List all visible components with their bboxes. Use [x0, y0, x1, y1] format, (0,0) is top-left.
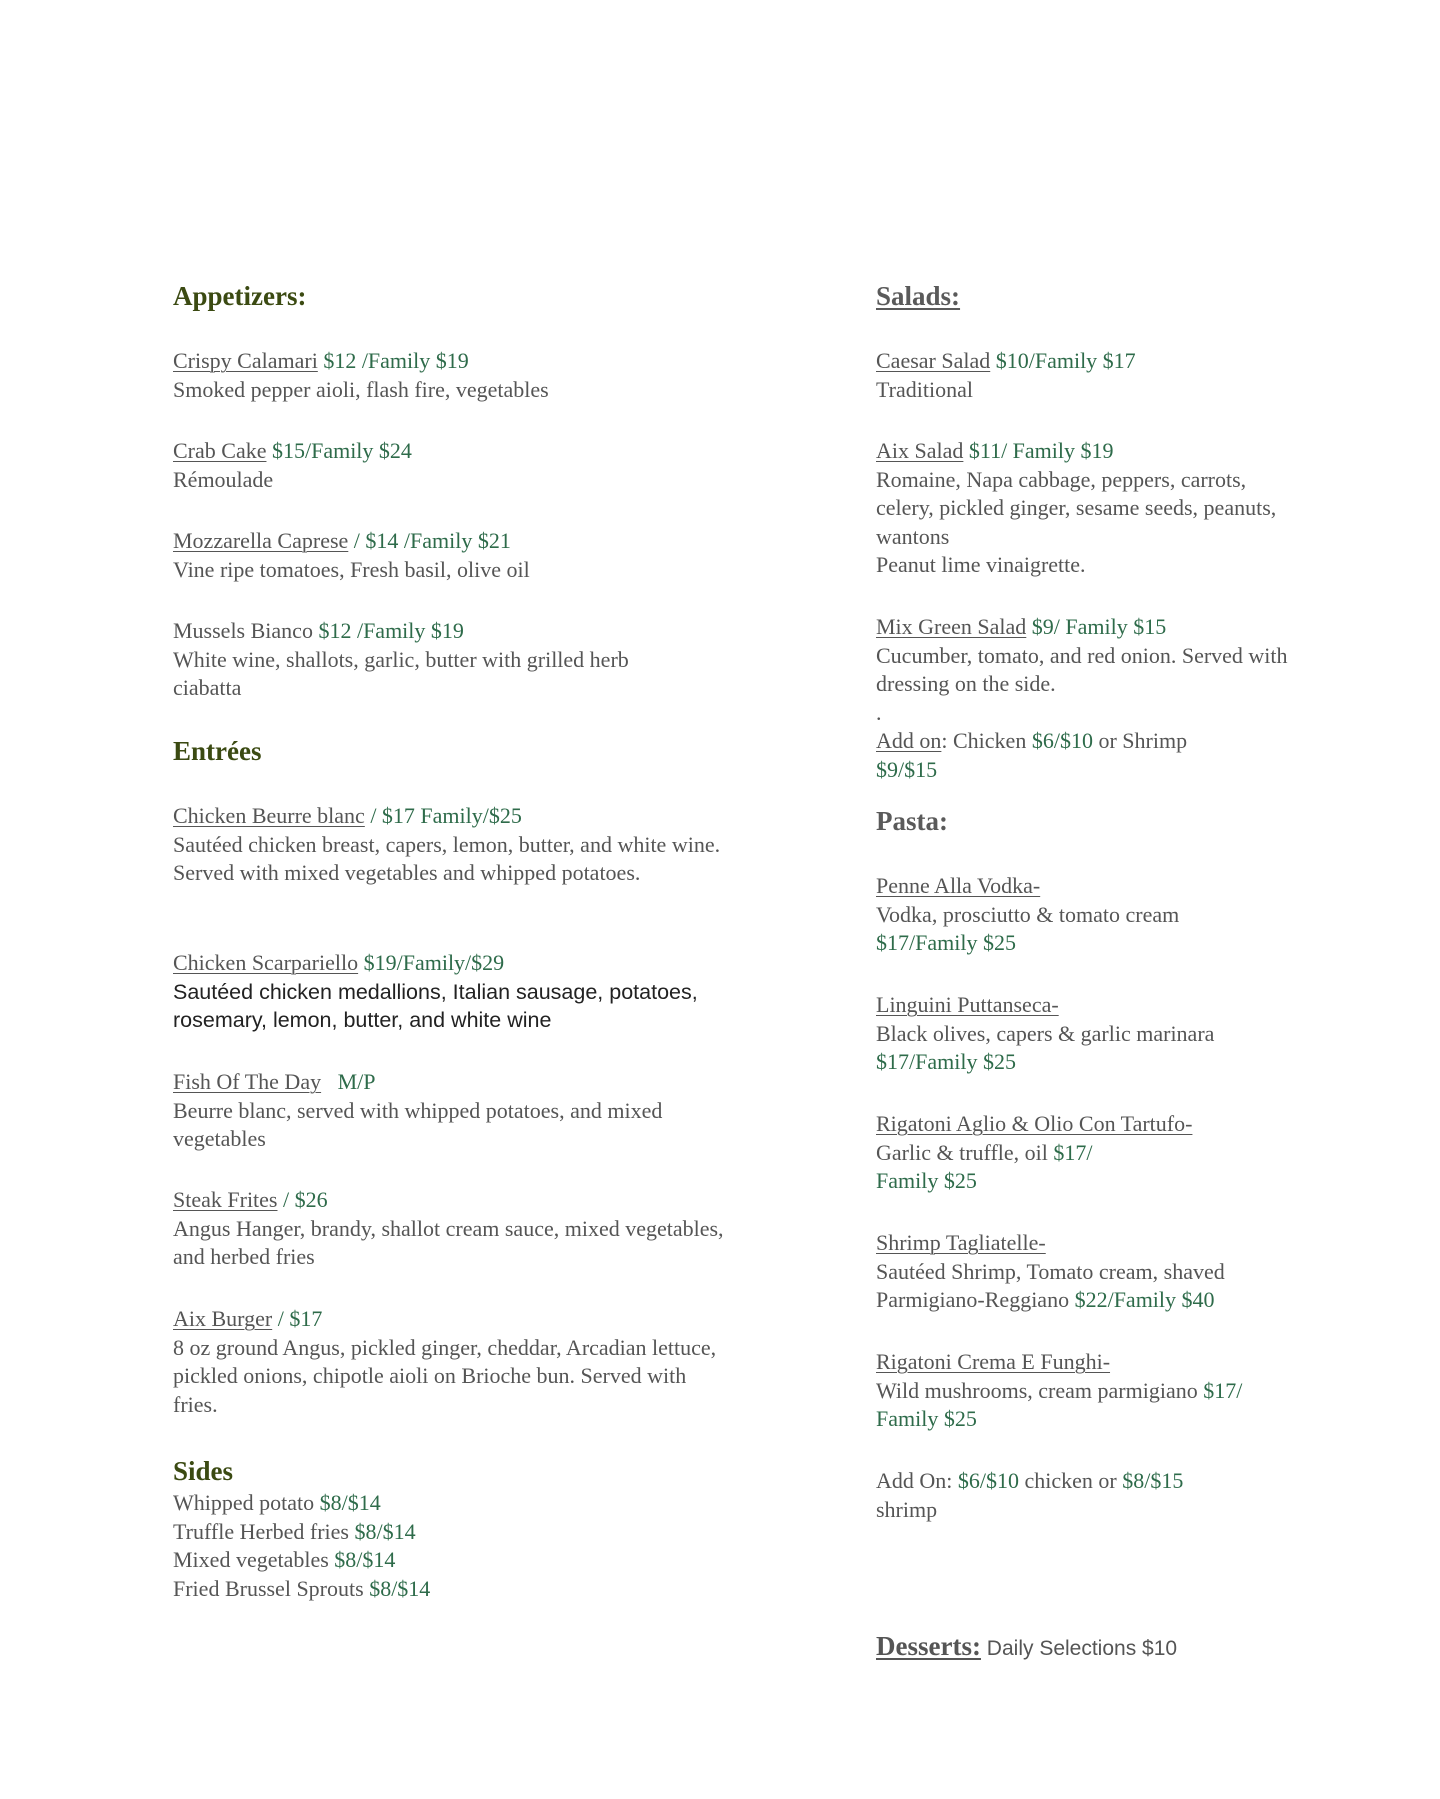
menu-item [876, 872, 1316, 958]
item-name: Linguini Puttanseca- [876, 992, 1059, 1017]
item-desc-block [876, 1258, 1276, 1315]
salad-addon [876, 727, 1236, 784]
menu-item [876, 1229, 1276, 1315]
menu-item [876, 613, 1291, 727]
addon-price-shrimp: $9/$15 [876, 756, 938, 782]
entrees-section [173, 733, 733, 1417]
item-desc: Black olives, capers & garlic marinara [876, 1020, 1215, 1046]
desserts-section [876, 1628, 1177, 1667]
addon-text: or Shrimp [1092, 728, 1188, 753]
item-desc: Garlic & truffle, oil [876, 1139, 1054, 1165]
menu-item [876, 347, 1316, 404]
item-desc: Smoked pepper aioli, flash fire, vegetables [173, 376, 549, 402]
list-item [173, 1489, 733, 1518]
item-price: M/P [321, 1069, 376, 1094]
item-desc: Sautéed chicken breast, capers, lemon, butter, and white wine. Served with mixed vegetables and whipped potatoes. [173, 831, 721, 885]
item-name: Caesar Salad [876, 348, 991, 373]
appetizers-section [173, 278, 733, 700]
addon-text: Add On: [876, 1468, 958, 1493]
item-price: $8/$14 [363, 1575, 431, 1601]
item-price: $17/Family $25 [876, 930, 1016, 955]
item-price: $11/ Family $19 [963, 438, 1114, 463]
item-price: $8/$14 [348, 1518, 416, 1544]
item-name: Steak Frites [173, 1187, 278, 1212]
item-desc: Sautéed chicken medallions, Italian sausage, potatoes, rosemary, lemon, butter, and white wine [173, 979, 698, 1032]
item-price: $19/Family/$29 [358, 950, 505, 975]
menu-item [173, 949, 733, 1035]
sides-heading: Sides [173, 1456, 234, 1486]
item-name: Aix Burger [173, 1306, 273, 1331]
item-desc-block [876, 1377, 1296, 1434]
item-desc-extra: Peanut lime vinaigrette. [876, 552, 1086, 577]
item-desc: Vine ripe tomatoes, Fresh basil, olive oil [173, 556, 530, 582]
item-price: $22/Family $40 [1074, 1287, 1215, 1312]
item-desc: Traditional [876, 376, 973, 402]
item-price: $17/Family $25 [876, 1049, 1016, 1074]
menu-item [173, 347, 733, 404]
menu-item [876, 1348, 1296, 1434]
item-price: $10/Family $17 [990, 348, 1136, 373]
desserts-heading: Desserts: [876, 1631, 981, 1661]
sides-section [173, 1453, 733, 1603]
item-desc: Rémoulade [173, 466, 274, 492]
item-price: / $17 [272, 1306, 323, 1331]
item-name: Rigatoni Aglio & Olio Con Tartufo- [876, 1111, 1193, 1136]
item-desc-extra: . [876, 699, 882, 725]
pasta-addon [876, 1467, 1246, 1524]
item-price: $8/$14 [314, 1490, 381, 1515]
addon-price-chicken: $6/$10 [1031, 728, 1093, 753]
item-price: / $17 Family/$25 [364, 803, 522, 828]
item-desc: Vodka, prosciutto & tomato cream [876, 901, 1180, 927]
item-name: Penne Alla Vodka- [876, 873, 1041, 898]
item-name: Crab Cake [173, 438, 267, 463]
menu-item [876, 437, 1291, 580]
desserts-text: Daily Selections [980, 1637, 1143, 1660]
menu-item [173, 1305, 733, 1419]
addon-price-shrimp: $8/$15 [1122, 1468, 1184, 1493]
item-name: Rigatoni Crema E Funghi- [876, 1349, 1111, 1374]
addon-text: : Chicken [941, 728, 1032, 753]
item-name: Aix Salad [876, 438, 964, 463]
addon-price-chicken: $6/$10 [957, 1468, 1020, 1493]
item-price: $9/ Family $15 [1026, 614, 1167, 639]
item-price: / $14 /Family $21 [348, 528, 511, 553]
item-price: $17/ Family $25 [876, 1139, 1093, 1193]
item-desc: Wild mushrooms, cream parmigiano [876, 1377, 1204, 1403]
appetizers-heading: Appetizers: [173, 281, 307, 311]
desserts-price: $10 [1142, 1637, 1178, 1660]
salads-heading: Salads: [876, 281, 961, 311]
addon-text: shrimp [876, 1496, 938, 1522]
item-price: $12 /Family $19 [317, 348, 469, 373]
item-name: Fish Of The Day [173, 1069, 322, 1094]
item-price: $17/ Family $25 [876, 1377, 1243, 1431]
item-price: $8/$14 [328, 1547, 396, 1572]
item-name: Fried Brussel Sprouts [173, 1575, 364, 1601]
entrees-heading: Entrées [173, 736, 262, 766]
menu-item [173, 802, 733, 888]
item-price: $15/Family $24 [266, 438, 412, 463]
item-name: Crispy Calamari [173, 348, 318, 373]
addon-label: Add on [876, 728, 942, 753]
list-item [173, 1518, 733, 1547]
menu-item [173, 1068, 733, 1154]
pasta-heading: Pasta: [876, 806, 948, 836]
menu-item [876, 991, 1316, 1077]
item-name: Mussels Bianco [173, 618, 313, 643]
item-desc: Cucumber, tomato, and red onion. Served with dressing on the side. [876, 642, 1288, 696]
menu-item [173, 1186, 733, 1272]
item-name: Truffle Herbed fries [173, 1518, 349, 1544]
addon-text: chicken or [1019, 1468, 1123, 1493]
item-name: Mozzarella Caprese [173, 528, 349, 553]
item-price: $12 /Family $19 [312, 618, 464, 643]
item-desc: Angus Hanger, brandy, shallot cream sauce, mixed vegetables, and herbed fries [173, 1215, 724, 1269]
list-item [173, 1575, 733, 1604]
item-desc: White wine, shallots, garlic, butter with grilled herb ciabatta [173, 646, 629, 700]
item-name: Whipped potato [173, 1490, 315, 1515]
menu-item [876, 1110, 1193, 1196]
item-name: Mixed vegetables [173, 1547, 329, 1572]
item-name: Shrimp Tagliatelle- [876, 1230, 1046, 1255]
item-name: Mix Green Salad [876, 614, 1027, 639]
menu-item [173, 617, 693, 703]
pasta-section [876, 803, 1316, 1522]
item-desc: Sautéed Shrimp, Tomato cream, shaved Parmigiano-Reggiano [876, 1258, 1225, 1312]
menu-item [173, 437, 733, 494]
item-desc: Beurre blanc, served with whipped potatoes, and mixed vegetables [173, 1097, 663, 1151]
item-name: Chicken Scarpariello [173, 950, 359, 975]
item-desc: Romaine, Napa cabbage, peppers, carrots, celery, pickled ginger, sesame seeds, peanuts, wantons [876, 466, 1277, 549]
item-desc: 8 oz ground Angus, pickled ginger, cheddar, Arcadian lettuce, pickled onions, chipotle aioli on Brioche bun. Served with fries. [173, 1334, 717, 1417]
salads-section [876, 278, 1316, 782]
sides-list [173, 1489, 733, 1603]
item-desc-block [876, 1139, 1136, 1196]
item-price: / $26 [277, 1187, 328, 1212]
item-name: Chicken Beurre blanc [173, 803, 365, 828]
menu-item [173, 527, 733, 584]
list-item [173, 1546, 733, 1575]
